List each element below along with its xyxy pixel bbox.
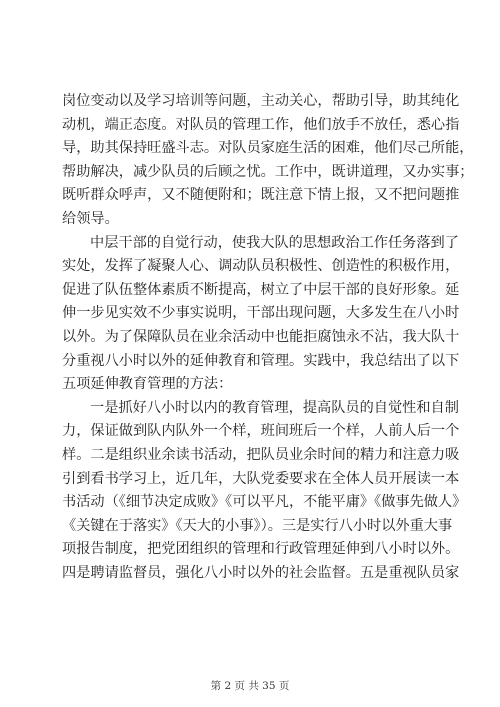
text-line: 样。二是组织业余读书活动，把队员业余时间的精力和注意力吸	[62, 446, 460, 463]
text-line: 书活动（《细节决定成败》《可以平凡，不能平庸》《做事先做人》	[62, 494, 467, 511]
text-line: 帮助解决，减少队员的后顾之忧。工作中，既讲道理，又办实事；	[62, 163, 474, 180]
text-line: 伸一步见实效不少事实说明，干部出现问题，大多发生在八小时	[62, 305, 460, 322]
text-line: 一是抓好八小时以内的教育管理，提高队员的自觉性和自制	[90, 399, 459, 416]
text-line: 岗位变动以及学习培训等问题，主动关心，帮助引导，助其纯化	[62, 93, 460, 109]
text-line: 以外。为了保障队员在业余活动中也能拒腐蚀永不沾，我大队十	[62, 328, 460, 345]
paragraph-3	[62, 397, 467, 586]
document-body	[62, 90, 474, 585]
text-line: 中层干部的自觉行动，使我大队的思想政治工作任务落到了	[90, 234, 459, 251]
paragraph-2	[62, 232, 460, 397]
text-line: 《关键在于落实》《天大的小事》）。三是实行八小时以外重大事	[62, 517, 453, 534]
text-line: 既听群众呼声，又不随便附和；既注意下情上报，又不把问题推	[62, 187, 460, 204]
text-line: 导，助其保持旺盛斗志。对队员家庭生活的困难，他们尽己所能，	[62, 140, 474, 157]
text-line: 给领导。	[62, 210, 119, 227]
page-number-footer: 第 2 页 共 35 页	[210, 680, 290, 692]
paragraph-1	[62, 90, 474, 232]
text-line: 分重视八小时以外的延伸教育和管理。实践中，我总结出了以下	[62, 352, 460, 369]
text-line: 项报告制度，把党团组织的管理和行政管理延伸到八小时以外。	[62, 541, 460, 558]
text-line: 力，保证做到队内队外一个样，班间班后一个样，人前人后一个	[62, 423, 460, 440]
text-line: 动机，端正态度。对队员的管理工作，他们放手不放任，悉心指	[62, 116, 460, 133]
text-line: 促进了队伍整体素质不断提高，树立了中层干部的良好形象。延	[62, 281, 460, 298]
text-line: 五项延伸教育管理的方法：	[62, 376, 233, 393]
text-line: 引到看书学习上，近几年，大队党委要求在全体人员开展读一本	[62, 470, 460, 487]
text-line: 四是聘请监督员，强化八小时以外的社会监督。五是重视队员家	[62, 564, 460, 581]
text-line: 实处，发挥了凝聚人心、调动队员积极性、创造性的积极作用，	[62, 258, 460, 275]
